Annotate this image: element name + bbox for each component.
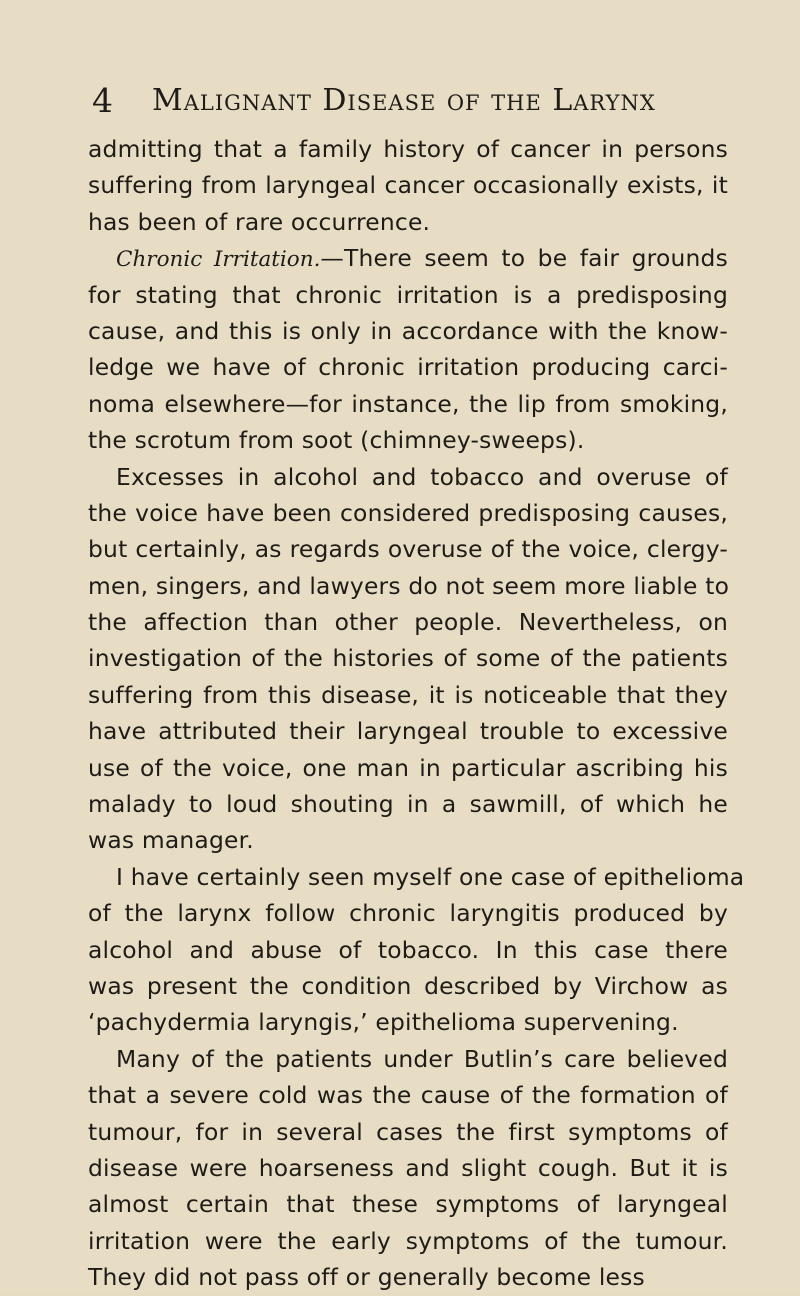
text-line: the voice have been considered predisposing causes, [88, 498, 728, 527]
text-line: malady to loud shouting in a sawmill, of which he [88, 790, 728, 819]
text-line: noma elsewhere—for instance, the lip from smoking, [88, 389, 728, 418]
page-number: 4 [92, 81, 114, 120]
text-line: ledge we have of chronic irritation producing carci- [88, 353, 728, 382]
text-line: men, singers, and lawyers do not seem more liable to [88, 571, 730, 600]
text-line: cause, and this is only in accordance with the know- [88, 316, 728, 345]
text-line: admitting that a family history of cancer in persons [88, 135, 728, 163]
text-line: suffering from this disease, it is noticeable that they [88, 680, 728, 709]
text-line: was present the condition described by Virchow as [88, 971, 728, 1000]
text-line: Excesses in alcohol and tobacco and overuse of [116, 462, 728, 491]
text-line: suffering from laryngeal cancer occasionally exists, it [88, 171, 728, 200]
text-line: They did not pass off or generally become less [88, 1263, 645, 1292]
text-line: the affection than other people. Nevertheless, on [88, 608, 728, 637]
text-line: that a severe cold was the cause of the formation of [88, 1081, 728, 1110]
text-line [88, 240, 728, 276]
text-fragment: —There seem to be fair grounds [320, 244, 728, 273]
text-line: tumour, for in several cases the first symptoms of [88, 1117, 728, 1146]
text-line: for stating that chronic irritation is a predisposing [88, 280, 728, 309]
body-text [88, 131, 745, 1296]
text-line: I have certainly seen myself one case of epithelioma [116, 862, 745, 891]
text-line: investigation of the histories of some of the patients [88, 644, 728, 673]
text-line: but certainly, as regards overuse of the voice, clergy- [88, 535, 728, 564]
text-line: of the larynx follow chronic laryngitis produced by [88, 899, 728, 928]
text-line: alcohol and abuse of tobacco. In this case there [88, 935, 728, 964]
text-line: ‘pachydermia laryngis,’ epithelioma supervening. [88, 1008, 679, 1037]
text-line: has been of rare occurrence. [88, 207, 431, 236]
running-title: Malignant Disease of the Larynx [152, 83, 656, 118]
section-heading-chronic-irritation: Chronic Irritation. [116, 247, 321, 273]
text-line: use of the voice, one man in particular ascribing his [88, 753, 728, 782]
text-line: the scrotum from soot (chimney-sweeps). [88, 426, 585, 455]
page-header [92, 80, 692, 122]
text-line: almost certain that these symptoms of laryngeal [88, 1190, 728, 1219]
text-line: have attributed their laryngeal trouble to excessive [88, 717, 728, 746]
text-line: Many of the patients under Butlin’s care believed [116, 1044, 728, 1073]
text-line: irritation were the early symptoms of the tumour. [88, 1226, 728, 1255]
text-line: disease were hoarseness and slight cough. But it is [88, 1153, 728, 1182]
text-line: was manager. [88, 826, 254, 855]
